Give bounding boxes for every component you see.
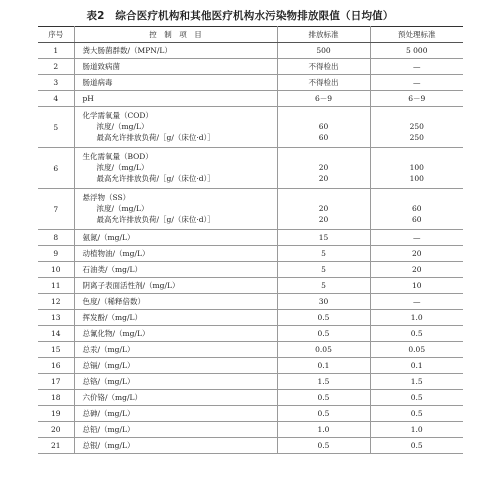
control-item xyxy=(74,390,277,406)
discharge-limit xyxy=(277,310,370,326)
discharge-limit xyxy=(277,91,370,107)
discharge-limit xyxy=(277,230,370,246)
discharge-value xyxy=(278,110,370,121)
item-subline: 最高允许排放负荷/［g/（床位·d）］ xyxy=(96,215,215,224)
pretreatment-value: 60 xyxy=(411,215,422,224)
pretreatment-value: 10 xyxy=(411,281,422,290)
table-row xyxy=(38,91,463,107)
discharge-value: 60 xyxy=(318,122,329,131)
table-row xyxy=(38,406,463,422)
pretreatment-limit xyxy=(370,189,463,230)
discharge-value: 20 xyxy=(318,204,329,213)
row-number: 5 xyxy=(38,107,74,148)
table-header-row xyxy=(38,27,463,43)
item-label: 总氰化物/（mg/L） xyxy=(82,329,150,338)
control-item xyxy=(74,438,277,454)
table-row xyxy=(38,43,463,59)
control-item xyxy=(74,342,277,358)
discharge-value xyxy=(278,151,370,162)
discharge-limit xyxy=(277,422,370,438)
row-number: 6 xyxy=(38,148,74,189)
discharge-value: 15 xyxy=(318,233,329,242)
item-subline: 最高允许排放负荷/［g/（床位·d）］ xyxy=(96,174,215,183)
control-item xyxy=(74,374,277,390)
pretreatment-limit xyxy=(370,148,463,189)
pretreatment-value: 1.5 xyxy=(410,377,423,386)
row-number: 14 xyxy=(38,326,74,342)
control-item xyxy=(74,230,277,246)
pretreatment-limit xyxy=(370,278,463,294)
item-label: 总铬/（mg/L） xyxy=(82,377,135,386)
pretreatment-limit xyxy=(370,59,463,75)
pretreatment-value: 0.5 xyxy=(410,393,423,402)
table-row xyxy=(38,310,463,326)
item-label: 生化需氧量（BOD） xyxy=(82,152,153,161)
table-body xyxy=(38,43,463,454)
discharge-limit xyxy=(277,246,370,262)
discharge-value: 0.5 xyxy=(317,409,330,418)
item-label: 总镉/（mg/L） xyxy=(82,361,135,370)
discharge-limit xyxy=(277,189,370,230)
control-item xyxy=(74,326,277,342)
discharge-value: 5 xyxy=(321,249,326,258)
pretreatment-value: 60 xyxy=(411,204,422,213)
discharge-value: 0.5 xyxy=(317,313,330,322)
discharge-limit xyxy=(277,75,370,91)
pretreatment-limit xyxy=(370,358,463,374)
control-item xyxy=(74,189,277,230)
item-label: 肠道致病菌 xyxy=(82,62,120,71)
discharge-value: 0.5 xyxy=(317,329,330,338)
discharge-value: 0.5 xyxy=(317,393,330,402)
discharge-value: 20 xyxy=(318,174,329,183)
row-number: 8 xyxy=(38,230,74,246)
control-item xyxy=(74,75,277,91)
pretreatment-value: — xyxy=(413,78,421,87)
pretreatment-value xyxy=(371,110,464,121)
discharge-limit xyxy=(277,406,370,422)
discharge-value: 1.5 xyxy=(317,377,330,386)
item-label: pH xyxy=(82,94,94,103)
pretreatment-value: 0.1 xyxy=(410,361,423,370)
row-number: 4 xyxy=(38,91,74,107)
discharge-value: 1.0 xyxy=(317,425,330,434)
table-row xyxy=(38,278,463,294)
control-item xyxy=(74,262,277,278)
discharge-limit xyxy=(277,278,370,294)
discharge-value: 不得检出 xyxy=(308,62,339,71)
row-number: 10 xyxy=(38,262,74,278)
row-number: 11 xyxy=(38,278,74,294)
row-number: 13 xyxy=(38,310,74,326)
item-label: 阴离子表面活性剂/（mg/L） xyxy=(82,281,180,290)
pretreatment-value: 6－9 xyxy=(408,94,426,103)
discharge-value xyxy=(278,192,370,203)
table-row xyxy=(38,342,463,358)
discharge-value: 20 xyxy=(318,163,329,172)
table-row xyxy=(38,374,463,390)
discharge-value: 不得检出 xyxy=(308,78,339,87)
discharge-limit xyxy=(277,374,370,390)
pretreatment-value: 0.5 xyxy=(410,329,423,338)
table-row xyxy=(38,294,463,310)
row-number: 9 xyxy=(38,246,74,262)
pretreatment-value: 100 xyxy=(409,174,424,183)
table-row xyxy=(38,326,463,342)
table-row xyxy=(38,358,463,374)
pretreatment-limit xyxy=(370,390,463,406)
item-subline: 浓度/（mg/L） xyxy=(96,163,149,172)
discharge-value: 5 xyxy=(321,281,326,290)
row-number: 17 xyxy=(38,374,74,390)
discharge-limit xyxy=(277,358,370,374)
pretreatment-value: — xyxy=(413,297,421,306)
control-item xyxy=(74,358,277,374)
row-number: 21 xyxy=(38,438,74,454)
control-item xyxy=(74,278,277,294)
table-row xyxy=(38,262,463,278)
pretreatment-limit xyxy=(370,75,463,91)
discharge-limit xyxy=(277,326,370,342)
discharge-limit xyxy=(277,59,370,75)
pretreatment-value: 5 000 xyxy=(406,46,428,55)
discharge-value: 500 xyxy=(316,46,331,55)
table-row xyxy=(38,230,463,246)
pretreatment-value: 1.0 xyxy=(410,313,423,322)
table-title: 表2 综合医疗机构和其他医疗机构水污染物排放限值（日均值） xyxy=(86,10,394,22)
discharge-value: 6－9 xyxy=(314,94,333,103)
item-label: 六价铬/（mg/L） xyxy=(82,393,142,402)
pretreatment-value: 0.5 xyxy=(410,409,423,418)
row-number: 16 xyxy=(38,358,74,374)
control-item xyxy=(74,406,277,422)
pretreatment-limit xyxy=(370,326,463,342)
discharge-value: 20 xyxy=(318,215,329,224)
discharge-value: 60 xyxy=(318,133,329,142)
item-label: 动植物油/（mg/L） xyxy=(82,249,150,258)
header-pretreat: 预处理标准 xyxy=(370,27,463,43)
row-number: 12 xyxy=(38,294,74,310)
table-row xyxy=(38,438,463,454)
item-label: 总银/（mg/L） xyxy=(82,441,135,450)
discharge-limit xyxy=(277,438,370,454)
item-label: 化学需氧量（COD） xyxy=(82,111,153,120)
pretreatment-value: 20 xyxy=(411,249,422,258)
pretreatment-limit xyxy=(370,374,463,390)
row-number: 18 xyxy=(38,390,74,406)
row-number: 1 xyxy=(38,43,74,59)
pretreatment-limit xyxy=(370,342,463,358)
item-subline: 最高允许排放负荷/［g/（床位·d）］ xyxy=(96,133,215,142)
control-item xyxy=(74,310,277,326)
pretreatment-value xyxy=(371,151,464,162)
control-item xyxy=(74,422,277,438)
row-number: 7 xyxy=(38,189,74,230)
pretreatment-limit xyxy=(370,310,463,326)
item-label: 总汞/（mg/L） xyxy=(82,345,135,354)
row-number: 20 xyxy=(38,422,74,438)
header-discharge: 排放标准 xyxy=(277,27,370,43)
emission-limits-table xyxy=(38,26,463,454)
pretreatment-limit xyxy=(370,438,463,454)
control-item xyxy=(74,43,277,59)
table-row xyxy=(38,390,463,406)
pretreatment-value: — xyxy=(413,233,421,242)
row-number: 19 xyxy=(38,406,74,422)
header-item: 控 制 项 目 xyxy=(74,27,277,43)
table-row xyxy=(38,107,463,148)
item-label: 氨氮/（mg/L） xyxy=(82,233,135,242)
table-row xyxy=(38,148,463,189)
item-label: 肠道病毒 xyxy=(82,78,113,87)
pretreatment-value: 0.5 xyxy=(410,441,423,450)
pretreatment-limit xyxy=(370,91,463,107)
table-row xyxy=(38,75,463,91)
discharge-value: 5 xyxy=(321,265,326,274)
discharge-limit xyxy=(277,390,370,406)
discharge-limit xyxy=(277,148,370,189)
item-label: 色度/（稀释倍数） xyxy=(82,297,146,306)
pretreatment-value: — xyxy=(413,62,421,71)
discharge-value: 0.05 xyxy=(315,345,332,354)
pretreatment-limit xyxy=(370,107,463,148)
item-subline: 浓度/（mg/L） xyxy=(96,204,149,213)
item-label: 粪大肠菌群数/（MPN/L） xyxy=(82,46,172,55)
row-number: 3 xyxy=(38,75,74,91)
pretreatment-value: 0.05 xyxy=(408,345,426,354)
control-item xyxy=(74,246,277,262)
discharge-value: 0.5 xyxy=(317,441,330,450)
pretreatment-value xyxy=(371,192,464,203)
control-item xyxy=(74,294,277,310)
pretreatment-value: 250 xyxy=(409,122,424,131)
pretreatment-limit xyxy=(370,43,463,59)
pretreatment-limit xyxy=(370,230,463,246)
pretreatment-limit xyxy=(370,262,463,278)
item-label: 石油类/（mg/L） xyxy=(82,265,142,274)
discharge-limit xyxy=(277,107,370,148)
pretreatment-value: 1.0 xyxy=(410,425,423,434)
pretreatment-limit xyxy=(370,246,463,262)
table-row xyxy=(38,59,463,75)
discharge-limit xyxy=(277,294,370,310)
control-item xyxy=(74,107,277,148)
table-row xyxy=(38,246,463,262)
item-label: 挥发酚/（mg/L） xyxy=(82,313,142,322)
control-item xyxy=(74,59,277,75)
row-number: 15 xyxy=(38,342,74,358)
pretreatment-limit xyxy=(370,294,463,310)
discharge-value: 30 xyxy=(318,297,329,306)
control-item xyxy=(74,148,277,189)
row-number: 2 xyxy=(38,59,74,75)
pretreatment-limit xyxy=(370,406,463,422)
discharge-limit xyxy=(277,43,370,59)
header-no: 序号 xyxy=(38,27,74,43)
item-label: 总砷/（mg/L） xyxy=(82,409,135,418)
pretreatment-limit xyxy=(370,422,463,438)
discharge-limit xyxy=(277,262,370,278)
item-subline: 浓度/（mg/L） xyxy=(96,122,149,131)
pretreatment-value: 250 xyxy=(409,133,424,142)
item-label: 悬浮物（SS） xyxy=(82,193,131,202)
table-row xyxy=(38,422,463,438)
pretreatment-value: 100 xyxy=(409,163,424,172)
discharge-limit xyxy=(277,342,370,358)
control-item xyxy=(74,91,277,107)
pretreatment-value: 20 xyxy=(411,265,422,274)
item-label: 总铅/（mg/L） xyxy=(82,425,135,434)
discharge-value: 0.1 xyxy=(317,361,330,370)
table-row xyxy=(38,189,463,230)
